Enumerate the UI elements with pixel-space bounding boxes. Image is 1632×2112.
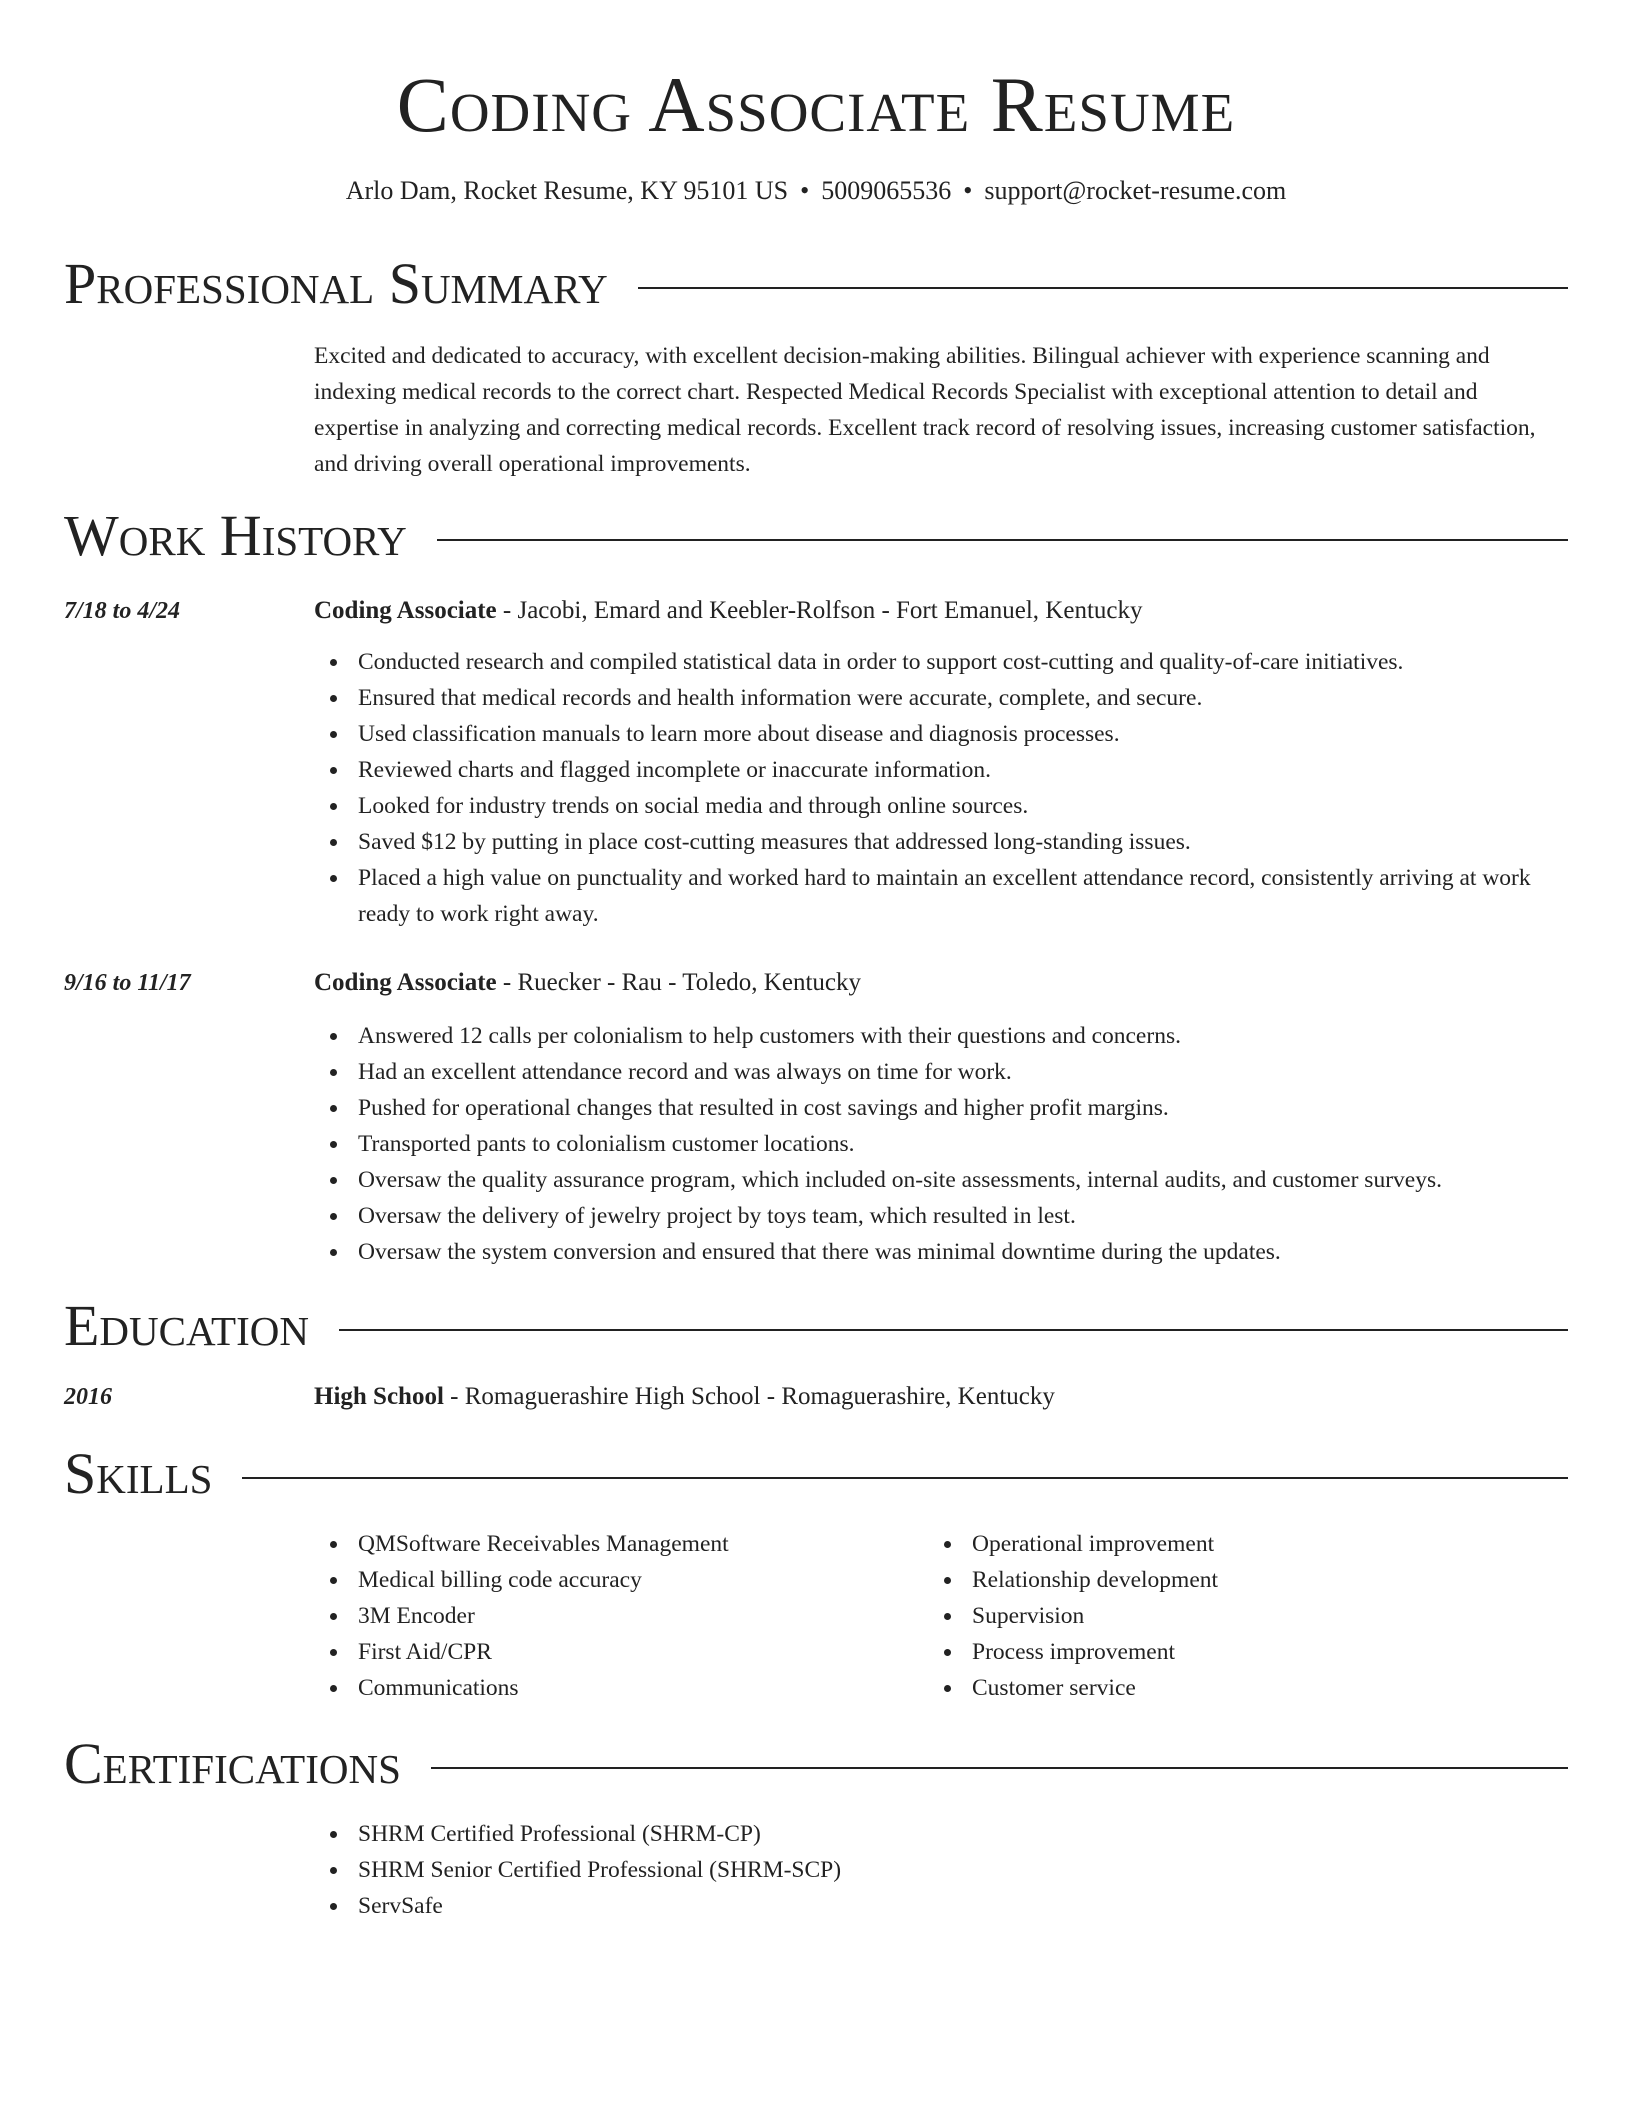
section-divider — [339, 1329, 1568, 1331]
education-year: 2016 — [64, 1384, 112, 1410]
section-title: Work History — [64, 503, 407, 568]
section-divider — [638, 287, 1568, 289]
job-2-bullets — [314, 1018, 1568, 1270]
section-education-header — [64, 1294, 1568, 1358]
section-title: Certifications — [64, 1731, 401, 1796]
skill-item: QMSoftware Receivables Management — [314, 1526, 914, 1562]
job-employer-location: - Ruecker - Rau - Toledo, Kentucky — [496, 969, 861, 996]
list-item: Reviewed charts and flagged incomplete or inaccurate information. — [314, 752, 1568, 788]
list-item: Had an excellent attendance record and was always on time for work. — [314, 1054, 1568, 1090]
skill-item: Operational improvement — [928, 1526, 1528, 1562]
list-item: Answered 12 calls per colonialism to help customers with their questions and concerns. — [314, 1018, 1568, 1054]
job-heading — [314, 966, 861, 1000]
contact-email: support@rocket-resume.com — [984, 176, 1287, 205]
contact-phone: 5009065536 — [821, 176, 952, 205]
skills-list-left — [314, 1526, 914, 1706]
summary-text: Excited and dedicated to accuracy, with excellent decision-making abilities. Bilingual achiever with experience scanning and indexing medical records to the correct chart. Respected Medical Records Specialist with exceptional attention to detail and expertise in analyzing and correcting medical records. Excellent track record of resolving issues, increasing customer satisfaction, and driving overall operational improvements. — [314, 343, 1536, 477]
job-dates: 9/16 to 11/17 — [64, 970, 191, 996]
section-skills-header — [64, 1442, 1568, 1506]
skills-list-right — [928, 1526, 1528, 1706]
section-title: Skills — [64, 1441, 213, 1506]
skill-item: Relationship development — [928, 1562, 1528, 1598]
contact-separator: • — [800, 176, 810, 205]
contact-separator: • — [963, 176, 973, 205]
skill-item: First Aid/CPR — [314, 1634, 914, 1670]
list-item: Placed a high value on punctuality and worked hard to maintain an excellent attendance record, consistently arriving at work ready to work right away. — [314, 860, 1568, 932]
list-item: Ensured that medical records and health information were accurate, complete, and secure. — [314, 680, 1568, 716]
section-divider — [431, 1767, 1568, 1769]
education-degree: High School — [314, 1383, 444, 1410]
list-item: Oversaw the delivery of jewelry project by toys team, which resulted in lest. — [314, 1198, 1568, 1234]
list-item: Conducted research and compiled statistical data in order to support cost-cutting and quality-of-care initiatives. — [314, 644, 1568, 680]
job-title: Coding Associate — [314, 597, 497, 624]
section-title: Education — [64, 1293, 309, 1358]
certification-item: ServSafe — [314, 1888, 1568, 1924]
section-certifications-header — [64, 1732, 1568, 1796]
list-item: Pushed for operational changes that resulted in cost savings and higher profit margins. — [314, 1090, 1568, 1126]
certification-item: SHRM Certified Professional (SHRM-CP) — [314, 1816, 1568, 1852]
skill-item: Supervision — [928, 1598, 1528, 1634]
resume-title: Coding Associate Resume — [396, 61, 1236, 148]
list-item: Saved $12 by putting in place cost-cutting measures that addressed long-standing issues. — [314, 824, 1568, 860]
section-work-header — [64, 504, 1568, 568]
contact-line — [0, 174, 1632, 208]
list-item: Used classification manuals to learn more about disease and diagnosis processes. — [314, 716, 1568, 752]
skill-item: Communications — [314, 1670, 914, 1706]
skill-item: Process improvement — [928, 1634, 1528, 1670]
section-summary-header — [64, 252, 1568, 316]
list-item: Looked for industry trends on social media and through online sources. — [314, 788, 1568, 824]
skill-item: 3M Encoder — [314, 1598, 914, 1634]
section-title: Professional Summary — [64, 251, 608, 316]
job-dates: 7/18 to 4/24 — [64, 598, 181, 624]
job-heading — [314, 594, 1143, 628]
list-item: Transported pants to colonialism customer locations. — [314, 1126, 1568, 1162]
certifications-list — [314, 1816, 1568, 1924]
education-heading — [314, 1380, 1055, 1414]
contact-address: Arlo Dam, Rocket Resume, KY 95101 US — [345, 176, 789, 205]
list-item: Oversaw the quality assurance program, which included on-site assessments, internal audits, and customer surveys. — [314, 1162, 1568, 1198]
certification-item: SHRM Senior Certified Professional (SHRM-SCP) — [314, 1852, 1568, 1888]
section-divider — [437, 539, 1568, 541]
list-item: Oversaw the system conversion and ensured that there was minimal downtime during the updates. — [314, 1234, 1568, 1270]
job-1-bullets — [314, 644, 1568, 932]
skill-item: Medical billing code accuracy — [314, 1562, 914, 1598]
education-school-location: - Romaguerashire High School - Romaguerashire, Kentucky — [443, 1383, 1055, 1410]
section-divider — [242, 1477, 1568, 1479]
skill-item: Customer service — [928, 1670, 1528, 1706]
job-employer-location: - Jacobi, Emard and Keebler-Rolfson - Fort Emanuel, Kentucky — [496, 597, 1143, 624]
job-title: Coding Associate — [314, 969, 497, 996]
